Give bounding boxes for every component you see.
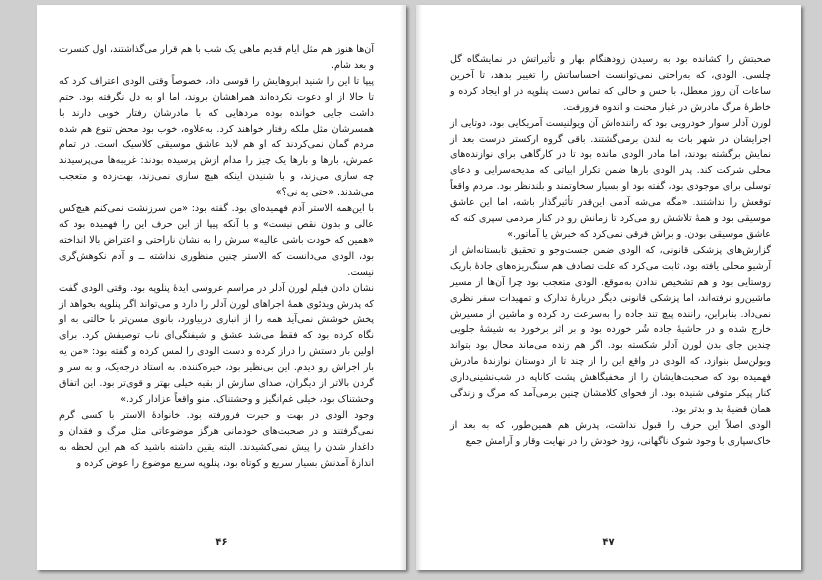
right-page-number: ۴۷: [602, 537, 615, 548]
left-page-number: ۴۶: [215, 537, 228, 548]
left-page-paragraphs: آن‌ها هنوز هم مثل ایام قدیم ماهی یک شب با هم قرار می‌گذاشتند، اول کنسرت و بعد شام. پیپا تا این را شنید ابروهایش را قوسی داد، خصوصاً وقتی الودی اعتراف کرد که تا حالا از او دعوت نکرده‌اند همراهشان بروند، اما او به دل نگرفته بود. حتم داشت جایی خوانده بوده مردهایی که با مادرشان رفتار خوبی دارند با همسرشان مثل ملکه رفتار خواهند کرد. به‌علاوه، خوب بود محض تنوع هم شده مردم گمان نمی‌کردند که او هم لابد عاشق موسیقی کلاسیک است. در تمام عمرش، بارها و بارها یک چیز را مدام ازش پرسیده بودند: غریبه‌ها می‌پرسیدند چه سازی می‌زند، و با شنیدن اینکه هیچ سازی نمی‌زند، بهت‌زده و متعجب می‌شدند. «حتی یه نی؟» با این‌همه الاستر آدم فهمیده‌ای بود. گفته بود: «من سرزنشت نمی‌کنم هیچ‌کس عالی و بدون نقص نیست» و با آنکه پیپا از این حرف این را فهمیده بود که «همین که خودت باشی عالیه» سرش را به نشان ناراحتی و اعتراض بالا انداخته بود، الودی می‌دانست که الاستر چنین منظوری نداشته ــ و آدم نکوهش‌گری نیست. نشان دادن فیلم لورن آدلر در مراسم عروسی ایدهٔ پنلوپه بود. وقتی الودی گفت که پدرش ویدئوی همهٔ اجراهای لورن آدلر را دارد و می‌تواند اگر پنلوپه بخواهد از پخش خوشش نمی‌آید همه را از انباری دربیاورد، بانوی مسن‌تر با حالتی به او نگاه کرده بود که فقط می‌شد عشق و شیفتگی‌ای ناب توصیفش کرد. برای اولین بار دستش را دراز کرده و دست الودی را لمس کرده و گفته بود: «من یه بار اجراش رو دیدم. این بی‌نظیر بود، خیره‌کننده. به استاد درجه‌یک، و به سر و گردن بالاتر از دیگران، صدای سازش از بقیه خیلی بهتر و قوی‌تر بود. این اتفاق وحشتناک بود، خیلی غم‌انگیز و وحشتناک. منو واقعاً عزادار کرد.» وجود الودی در بهت و حیرت فرورفته بود. خانوادهٔ الاستر با کسی گرم نمی‌گرفتند و در صحبت‌های خودمانی هرگز موضوعاتی مثل مرگ و فقدان و داغدار شدن را پیش نمی‌کشیدند. البته یقین داشته باشید که هم این لحظه به اندازهٔ آمدنش بسیار سریع و کوتاه بود، پنلوپه سریع موضوع را عوض کرده و: [59, 44, 374, 469]
right-page-gutter-shadow: [416, 5, 422, 570]
left-page: [37, 5, 406, 570]
right-page-text: [450, 52, 771, 450]
right-page-paragraphs: صحبتش را کشانده بود به رسیدن زودهنگام بهار و تأثیراتش در نمایشگاه گل چلسی. الودی، که به‌راحتی نمی‌توانست احساساتش را تغییر بدهد، تا آخرین ساعات آن روز معطل، با حس و حالی که تماس دست پنلوپه در او ایجاد کرده و خاطرهٔ مرگ مادرش در غبار محنت و اندوه فرورفت. لورن آدلر سوار خودرویی بود که راننده‌اش آن ویولنیست آمریکایی بود، دوتایی از اجرایشان در شهر باث به لندن برمی‌گشتند. باقی گروه ارکستر درست بعد از نمایش برگشته بودند، اما مادر الودی مانده بود تا در کارگاهی برای نوازنده‌های محلی شرکت کند. پدر الودی بارها ضمن تکرار ابیاتی که مدیحه‌سرایی و دعای توسلی برای موجودی بود، گفته بود او بسیار سخاوتمند و بلندنظر بود. مردم واقعاً توقعش را نداشتند. «مگه می‌شه آدمی این‌قدر تأثیرگذار باشه، اما این عاشق موسیقی بود و همهٔ تلاشش رو می‌کرد تا زمانش رو در کنار مردمی سپری کنه که عاشق موسیقی بودن. و براش فرقی نمی‌کرد که خبرش یا آماتور.» گزارش‌های پزشکی قانونی، که الودی ضمن جست‌وجو و تحقیق تابستانه‌اش از آرشیو محلی یافته بود، ثابت می‌کرد که علت تصادف هم سنگ‌ریزه‌های جادهٔ باریک روستایی بود و هم تشخیص ندادن به‌موقع. الودی متعجب بود چرا آن‌ها از مسیر ماشین‌رو نرفته‌اند، اما پزشکی قانونی دیگر دربارهٔ تدارک و تمهیدات سفر نظری نمی‌داد. بنابراین، راننده پیچ تند جاده را به‌سرعت رد کرده و ماشین از مسیرش خارج شده و در حاشیهٔ جاده شُر خورده بود و بر اثر برخورد به شیشهٔ جلویی چندین جای بدن لورن آدلر شکسته بود. اگر هم زنده می‌ماند محال بود بتواند ویولن‌سل بنوازد، که الودی در واقع این را از چند تا از دوستان نوازندهٔ مادرش فهمیده بود که صحبت‌هایشان را از مخفیگاهش پشت کاناپه در شب‌نشینی‌داری کنار پیکر متوفی شنیده بود. از فحوای کلامشان چنین برمی‌آمد که مرگ و زندگی همان قضیهٔ بد و بدتر بود. الودی اصلاً این حرف را قبول نداشت، پدرش هم همین‌طور، که به بعد از خاک‌سپاری با وجود شوک ناگهانی، زود خودش را در نهایت وقار و آرامش جمع: [450, 54, 771, 447]
left-page-gutter-shadow: [400, 5, 406, 570]
right-page: [416, 5, 801, 570]
left-page-text: [59, 42, 374, 471]
